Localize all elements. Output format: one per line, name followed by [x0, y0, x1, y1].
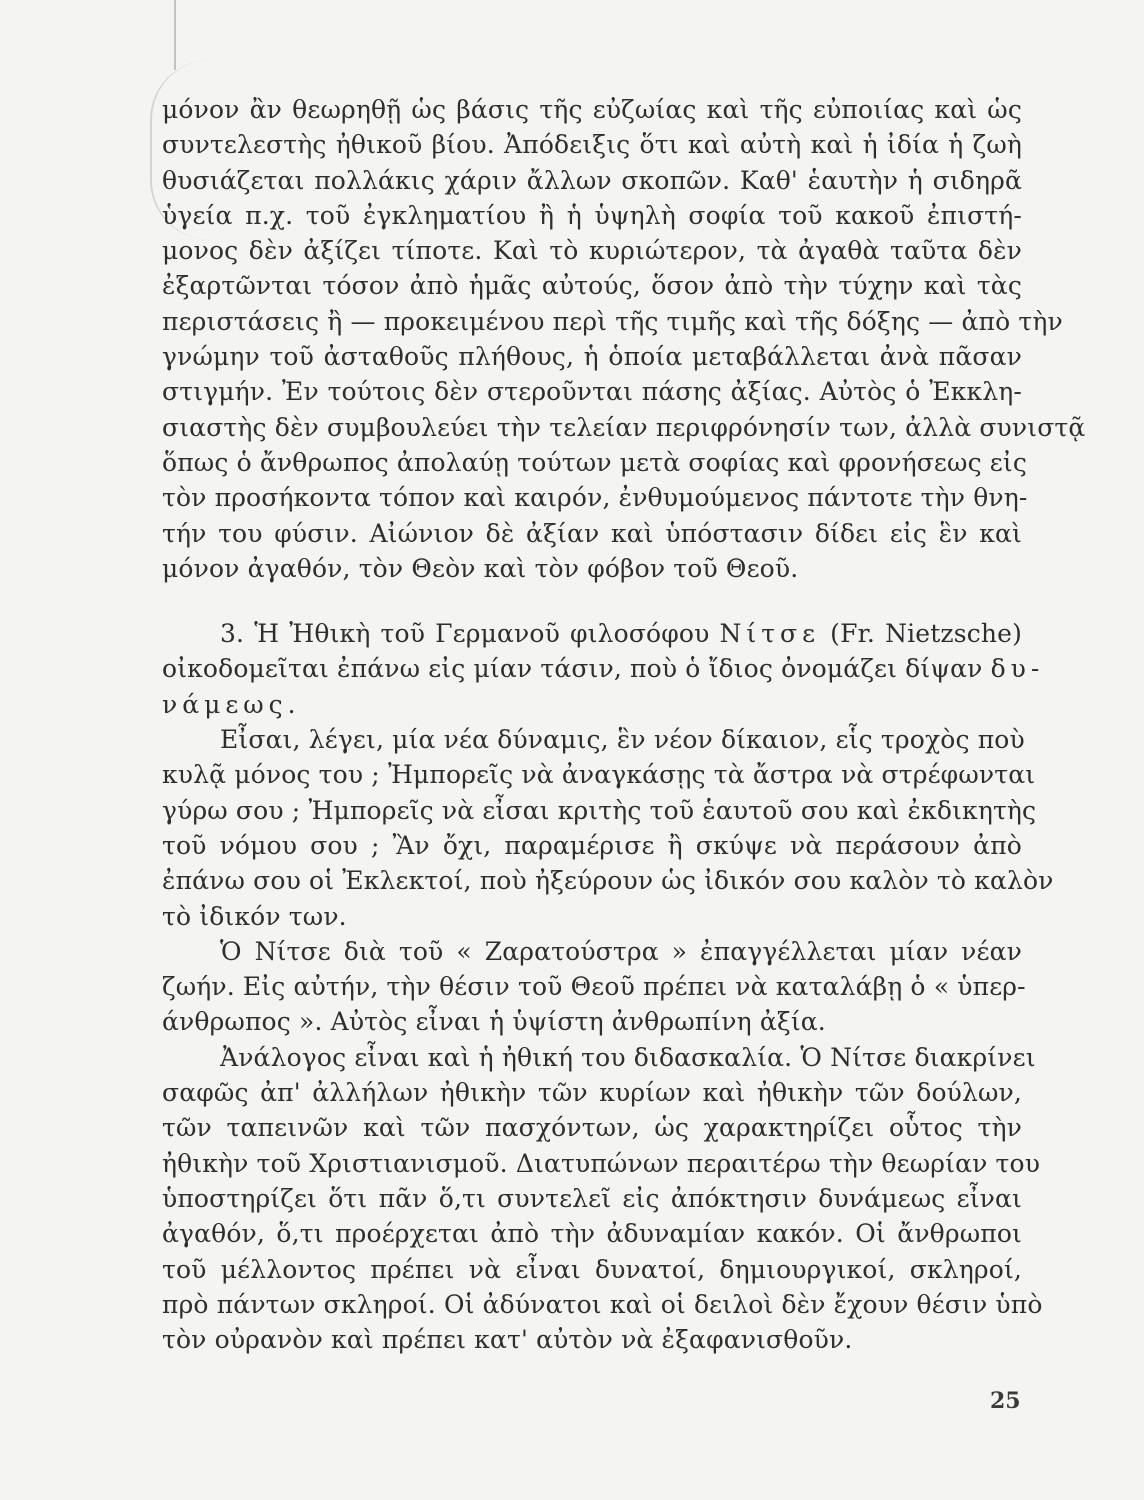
page-text [162, 92, 1086, 1357]
text-line: ἠθικὴν τοῦ Χριστιανισμοῦ. Διατυπώνων περαιτέρω τὴν θεωρίαν του [162, 1148, 1041, 1178]
text-line: σιαστὴς δὲν συμβουλεύει τὴν τελείαν περιφρόνησίν των, ἀλλὰ συνιστᾷ [162, 412, 1086, 442]
text-line: τοῦ μέλλοντος πρέπει νὰ εἶναι δυνατοί, δημιουργικοί, σκληροί, [162, 1254, 1022, 1284]
text-line [162, 616, 1022, 651]
text-line: τὸν προσήκοντα τόπον καὶ καιρόν, ἐνθυμούμενος πάντοτε τὴν θνη- [162, 483, 1028, 513]
section-intro: 3. Ἡ Ἠθικὴ τοῦ Γερμανοῦ φιλοσόφου [220, 619, 710, 649]
text-line: τοῦ νόμου σου ; Ἂν ὄχι, παραμέρισε ἢ σκύψε νὰ περάσουν ἀπὸ [162, 830, 1022, 860]
paragraph-1 [162, 92, 1086, 586]
text-line: μόνον ἂν θεωρηθῇ ὡς βάσις τῆς εὐζωίας καὶ τῆς εὐποιίας καὶ ὡς [162, 95, 1022, 124]
text-span: οἰκοδομεῖται ἐπάνω εἰς μίαν τάσιν, ποὺ ὁ ἴδιος ὀνομάζει δίψαν [162, 654, 983, 684]
text-line: σαφῶς ἀπ' ἀλλήλων ἠθικὴν τῶν κυρίων καὶ ἠθικὴν τῶν δούλων, [162, 1078, 1022, 1108]
text-line: στιγμήν. Ἐν τούτοις δὲν στεροῦνται πάσης ἀξίας. Αὐτὸς ὁ Ἐκκλη- [162, 377, 1022, 407]
text-line [162, 651, 1045, 686]
text-line: γνώμην τοῦ ἀσταθοῦς πλήθους, ἡ ὁποία μεταβάλλεται ἀνὰ πᾶσαν [162, 342, 1022, 372]
section-gap [162, 586, 1022, 616]
spaced-name: Νίτσε [719, 619, 821, 649]
text-line: μονος δὲν ἀξίζει τίποτε. Καὶ τὸ κυριώτερον, τὰ ἀγαθὰ ταῦτα δὲν [162, 236, 1022, 266]
spaced-word: νάμεως. [162, 689, 301, 719]
page-number: 25 [990, 1388, 1021, 1414]
text-line: ζωήν. Εἰς αὐτήν, τὴν θέσιν τοῦ Θεοῦ πρέπει νὰ καταλάβῃ ὁ « ὑπερ- [162, 972, 1026, 1002]
text-line: τῶν ταπεινῶν καὶ τῶν πασχόντων, ὡς χαρακτηρίζει οὗτος τὴν [162, 1113, 1022, 1143]
paragraph-2 [162, 616, 1045, 722]
latin-name: (Fr. Nietzsche) [830, 619, 1022, 649]
text-line: τὸν οὐρανὸν καὶ πρέπει κατ' αὐτὸν νὰ ἐξαφανισθοῦν. [162, 1325, 853, 1355]
text-line: ὑγεία π.χ. τοῦ ἐγκληματίου ἢ ἡ ὑψηλὴ σοφία τοῦ κακοῦ ἐπιστή- [162, 200, 1022, 230]
spaced-word: δυ- [990, 654, 1045, 684]
paragraph-4 [162, 934, 1026, 1040]
text-line: μόνον ἀγαθόν, τὸν Θεὸν καὶ τὸν φόβον τοῦ Θεοῦ. [162, 553, 799, 583]
text-line: κυλᾷ μόνος του ; Ἠμπορεῖς νὰ ἀναγκάσῃς τὰ ἄστρα νὰ στρέφωνται [162, 760, 1036, 790]
text-line: ὑποστηρίζει ὅτι πᾶν ὅ,τι συντελεῖ εἰς ἀπόκτησιν δυνάμεως εἶναι [162, 1183, 1022, 1213]
text-line: ὅπως ὁ ἄνθρωπος ἀπολαύῃ τούτων μετὰ σοφίας καὶ φρονήσεως εἰς [162, 447, 1028, 477]
text-line: περιστάσεις ἢ — προκειμένου περὶ τῆς τιμῆς καὶ τῆς δόξης — ἀπὸ τὴν [162, 306, 1063, 336]
text-line: Εἶσαι, λέγει, μία νέα δύναμις, ἓν νέον δίκαιον, εἷς τροχὸς ποὺ [220, 725, 1025, 755]
text-line: γύρω σου ; Ἠμπορεῖς νὰ εἶσαι κριτὴς τοῦ ἑαυτοῦ σου καὶ ἐκδικητὴς [162, 795, 1037, 825]
paragraph-3 [162, 722, 1054, 934]
text-line: Ἀνάλογος εἶναι καὶ ἡ ἠθική του διδασκαλία. Ὁ Νίτσε διακρίνει [220, 1042, 1036, 1072]
text-line: ἀγαθόν, ὅ,τι προέρχεται ἀπὸ τὴν ἀδυναμίαν κακόν. Οἱ ἄνθρωποι [162, 1219, 1022, 1249]
text-line: ἐξαρτῶνται τόσον ἀπὸ ἡμᾶς αὐτούς, ὅσον ἀπὸ τὴν τύχην καὶ τὰς [162, 271, 1022, 301]
text-line [162, 687, 1022, 722]
text-line: πρὸ πάντων σκληροί. Οἱ ἀδύνατοι καὶ οἱ δειλοὶ δὲν ἔχουν θέσιν ὑπὸ [162, 1289, 1043, 1319]
text-line: τήν του φύσιν. Αἰώνιον δὲ ἀξίαν καὶ ὑπόστασιν δίδει εἰς ἓν καὶ [162, 518, 1022, 548]
binding-mark [174, 0, 176, 70]
text-line: θυσιάζεται πολλάκις χάριν ἄλλων σκοπῶν. Καθ' ἑαυτὴν ἡ σιδηρᾶ [162, 165, 1022, 195]
text-line: συντελεστὴς ἠθικοῦ βίου. Ἀπόδειξις ὅτι καὶ αὐτὴ καὶ ἡ ἰδία ἡ ζωὴ [162, 130, 1022, 160]
paragraph-5 [162, 1040, 1043, 1358]
text-line: ἐπάνω σου οἱ Ἐκλεκτοί, ποὺ ἠξεύρουν ὡς ἰδικόν σου καλὸν τὸ καλὸν [162, 866, 1054, 896]
text-line: Ὁ Νίτσε διὰ τοῦ « Ζαρατούστρα » ἐπαγγέλλεται μίαν νέαν [220, 936, 1022, 966]
text-line: άνθρωπος ». Αὐτὸς εἶναι ἡ ὑψίστη ἀνθρωπίνη ἀξία. [162, 1007, 826, 1037]
text-line: τὸ ἰδικόν των. [162, 901, 347, 931]
